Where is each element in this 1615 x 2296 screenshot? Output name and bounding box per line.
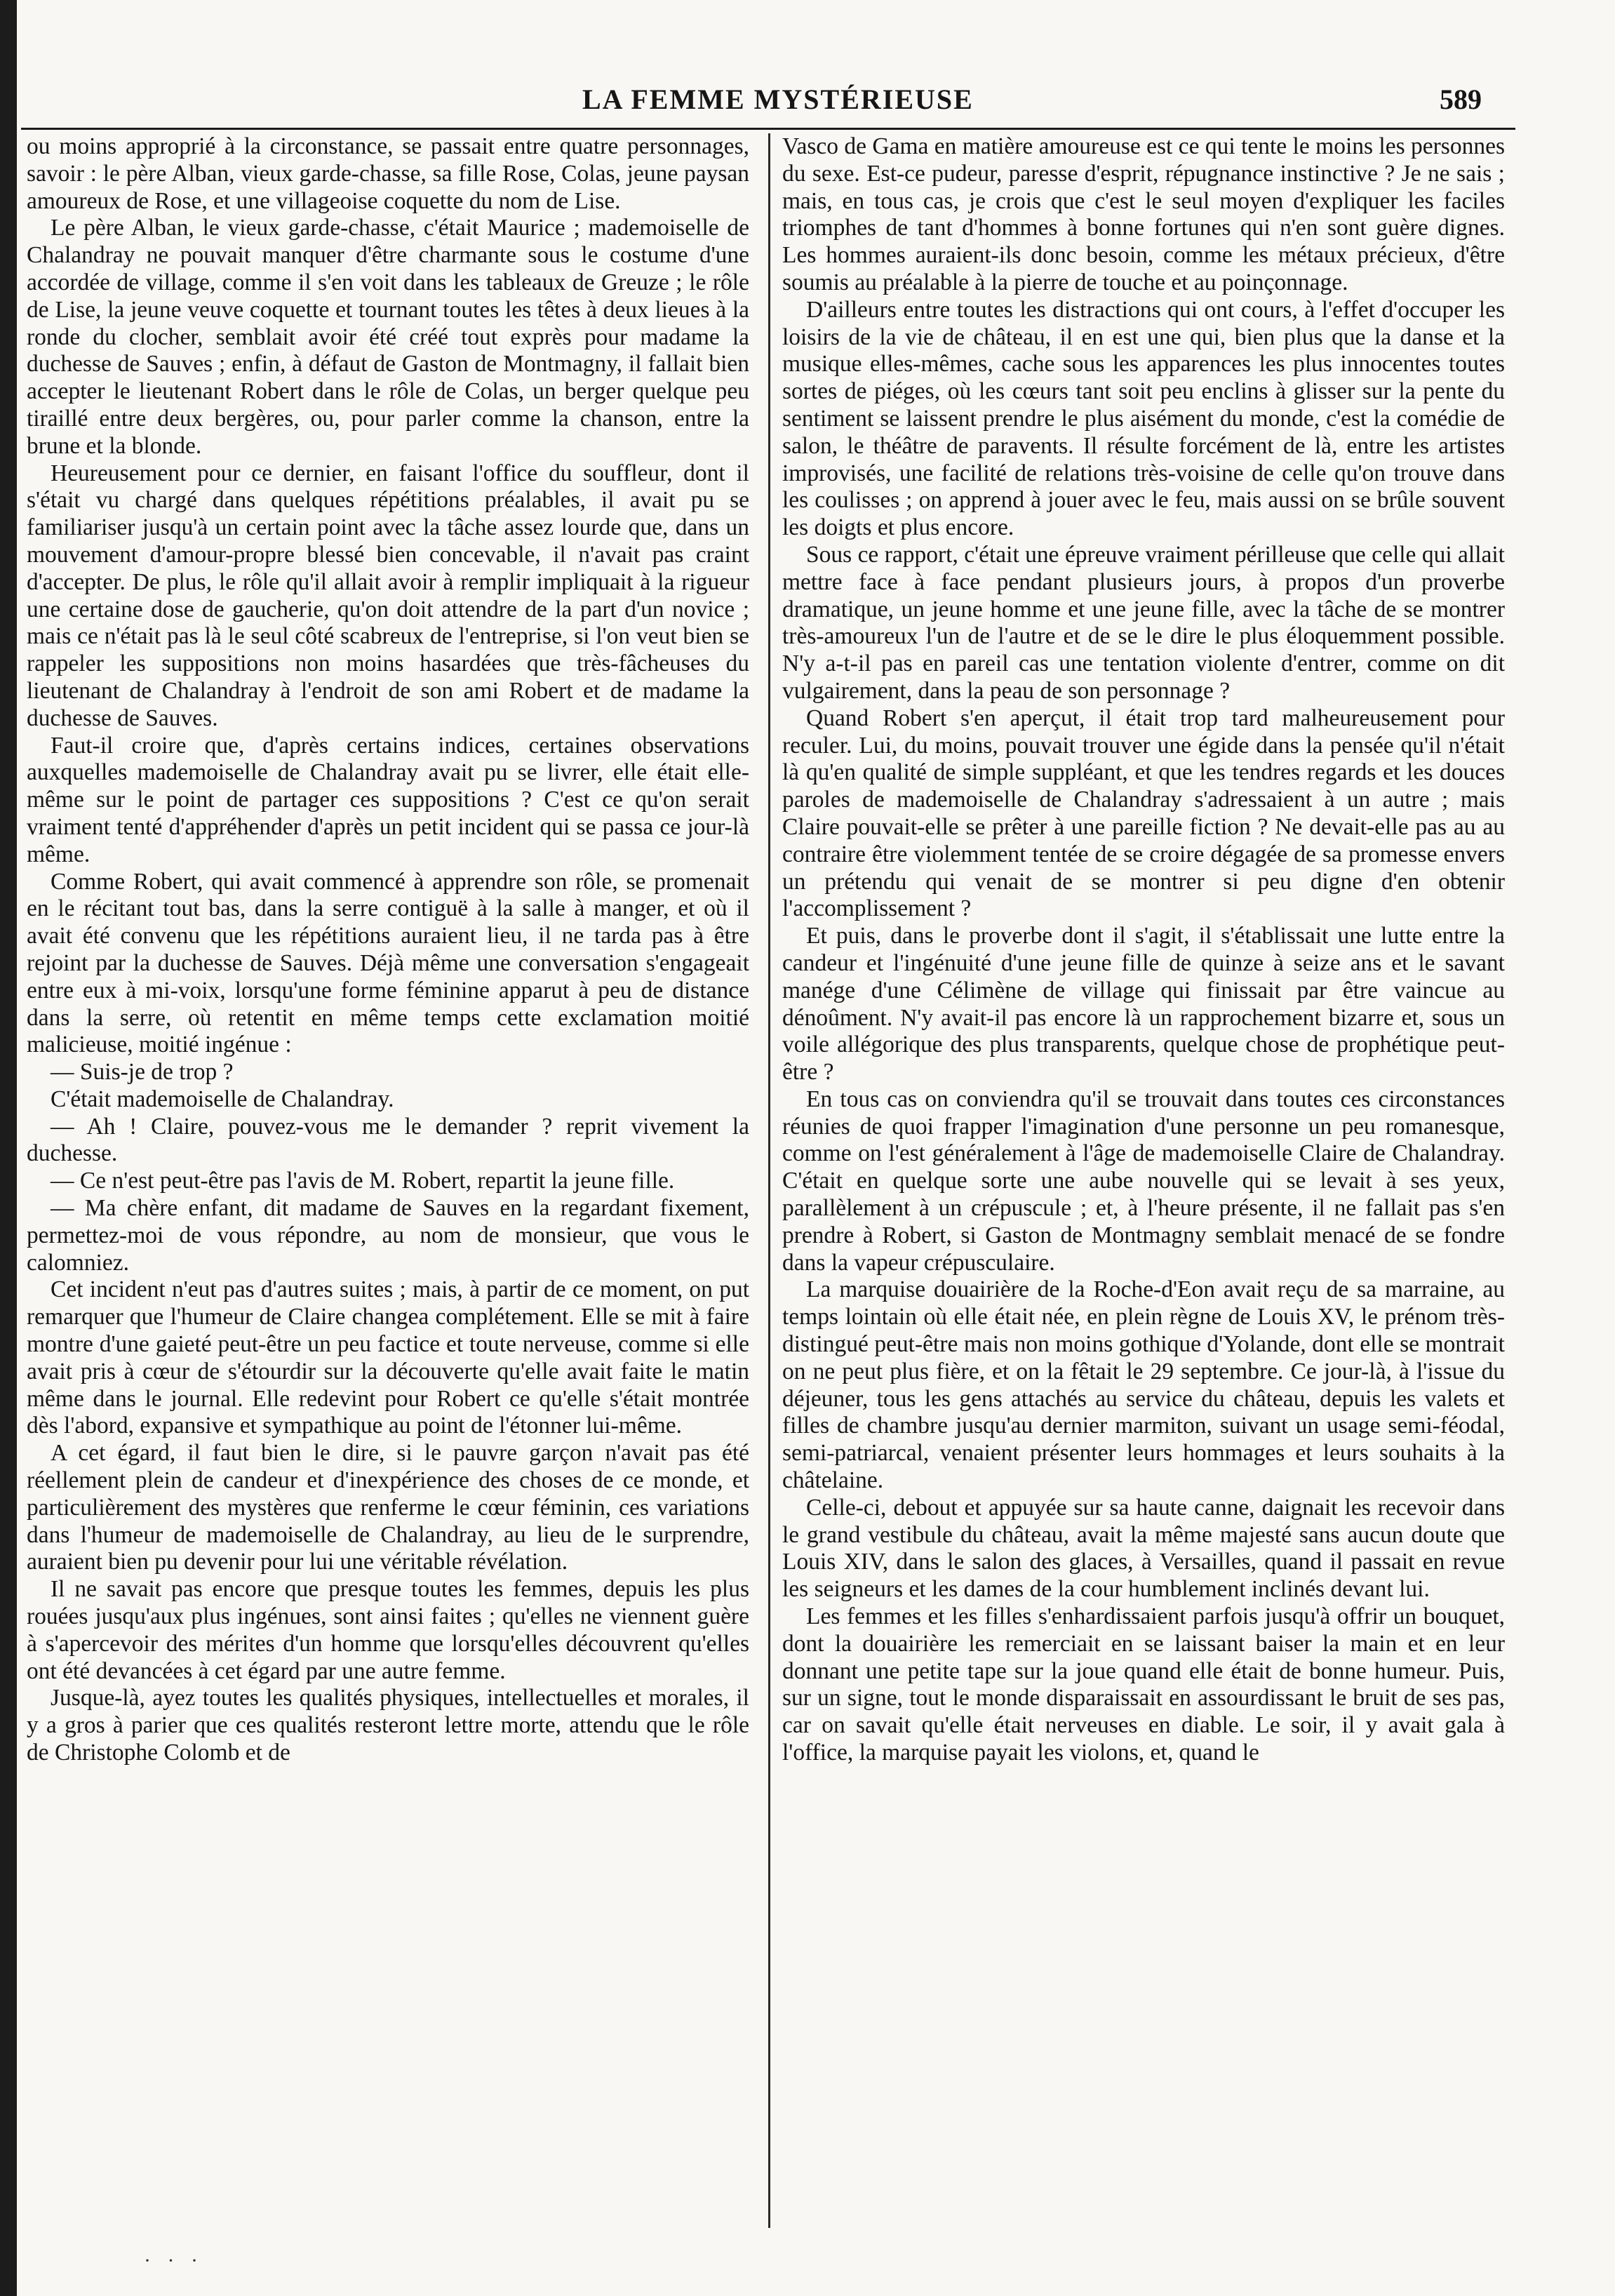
right-column bbox=[782, 133, 1505, 2231]
paragraph: C'était mademoiselle de Chalandray. bbox=[51, 1086, 394, 1112]
header-rule bbox=[21, 128, 1515, 130]
paragraph: A cet égard, il faut bien le dire, si le pauvre garçon n'avait pas été réellement plein de candeur et d'inexpérience des choses de ce monde, et particulièrement des mystères que renferme le cœur féminin, ces variations dans l'humeur de mademoiselle de Chalandray, au lieu de le surprendre, auraient bien pu devenir pour lui une véritable révélation. bbox=[27, 1440, 749, 1575]
paragraph: D'ailleurs entre toutes les distractions qui ont cours, à l'effet d'occuper les loisirs de la vie de château, il en est une qui, bien plus que la danse et la musique elles-mêmes, cache sous les apparences les plus innocentes toutes sortes de piéges, où les cœurs tant soit peu enclins à glisser sur la pente du sentiment se laissent prendre le plus aisément du monde, c'est la comédie de salon, le théâtre de paravents. Il résulte forcément de là, entre les artistes improvisés, une facilité de relations très-voisine de celle qu'on trouve dans les coulisses ; on apprend à jouer avec le feu, mais aussi on se brûle souvent les doigts et plus encore. bbox=[782, 296, 1505, 541]
paragraph: Heureusement pour ce dernier, en faisant l'office du souffleur, dont il s'était vu chargé dans quelques répétitions préalables, il avait pu se familiariser jusqu'à un certain point avec la tâche assez lourde que, dans un mouvement d'amour-propre blessé bien concevable, il n'avait pas craint d'accepter. De plus, le rôle qu'il allait avoir à remplir impliquait à la rigueur une certaine dose de gaucherie, qu'on doit attendre de la part d'un novice ; mais ce n'était pas là le seul côté scabreux de l'entreprise, si l'on veut bien se rappeler les suppositions non moins hasardées que très-fâcheuses du lieutenant de Chalandray à l'endroit de son ami Robert et de madame la duchesse de Sauves. bbox=[27, 460, 749, 731]
paragraph: Quand Robert s'en aperçut, il était trop tard malheureusement pour reculer. Lui, du moins, pouvait trouver une égide dans la pensée qu'il n'était là qu'en qualité de simple suppléant, et que les tendres regards et les douces paroles de mademoiselle de Chalandray s'adressaient à un autre ; mais Claire pouvait-elle se prêter à une pareille fiction ? Ne devait-elle pas au au contraire être violemment tentée de se croire dégagée de sa promesse envers un prétendu qui venait de se montrer si peu digne d'en obtenir l'accomplissement ? bbox=[782, 705, 1505, 922]
paragraph: Il ne savait pas encore que presque toutes les femmes, depuis les plus rouées jusqu'aux plus ingénues, sont ainsi faites ; qu'elles ne viennent guère à s'apercevoir des mérites d'un homme que lorsqu'elles découvrent qu'elles ont été devancées à cet égard par une autre femme. bbox=[27, 1576, 749, 1684]
dialogue-line: — Ma chère enfant, dit madame de Sauves en la regardant fixement, permettez-moi de vous répondre, au nom de monsieur, que vous le calomniez. bbox=[27, 1195, 749, 1276]
paragraph: Et puis, dans le proverbe dont il s'agit, il s'établissait une lutte entre la candeur et l'ingénuité d'une jeune fille de quinze à seize ans et le savant manége d'une Célimène de village qui finissait par être vaincue au dénoûment. N'y avait-il pas encore là un rapprochement bizarre et, sous un voile allégorique des plus transparents, quelque chose de prophétique peut-être ? bbox=[782, 923, 1505, 1086]
paragraph: Le père Alban, le vieux garde-chasse, c'était Maurice ; mademoiselle de Chalandray ne pouvait manquer d'être charmante sous le costume d'une accordée de village, comme il s'en voit dans les tableaux de Greuze ; le rôle de Lise, la jeune veuve coquette et tournant toutes les têtes à deux lieues à la ronde du clocher, semblait avoir été créé tout exprès pour madame la duchesse de Sauves ; enfin, à défaut de Gaston de Montmagny, il fallait bien accepter le lieutenant Robert dans le rôle de Colas, un berger quelque peu tiraillé entre deux bergères, ou, pour parler comme la chanson, entre la brune et la blonde. bbox=[27, 215, 749, 459]
paragraph: Sous ce rapport, c'était une épreuve vraiment périlleuse que celle qui allait mettre face à face pendant plusieurs jours, à propos d'un proverbe dramatique, un jeune homme et une jeune fille, avec la tâche de se montrer très-amoureux l'un de l'autre et de se le dire le plus éloquemment possible. N'y a-t-il pas en pareil cas une tentation violente d'entrer, comme on dit vulgairement, dans la peau de son personnage ? bbox=[782, 541, 1505, 704]
dialogue-line: — Ah ! Claire, pouvez-vous me le demander ? reprit vivement la duchesse. bbox=[27, 1113, 749, 1167]
paragraph: Les femmes et les filles s'enhardissaient parfois jusqu'à offrir un bouquet, dont la douairière les remerciait en se laissant baiser la main et en leur donnant une petite tape sur la joue quand elle était de bonne humeur. Puis, sur un signe, tout le monde disparaissait en assourdissant le bruit de ses pas, car on savait qu'elle était nerveuses en diable. Le soir, il y avait gala à l'office, la marquise payait les violons, et, quand le bbox=[782, 1603, 1505, 1766]
paragraph: La marquise douairière de la Roche-d'Eon avait reçu de sa marraine, au temps lointain où elle était née, en plein règne de Louis XV, le prénom très-distingué peut-être mais non moins gothique d'Yolande, dont elle se montrait on ne peut plus fière, et on la fêtait le 29 septembre. Ce jour-là, à l'issue du déjeuner, tous les gens attachés au service du château, depuis les valets et filles de chambre jusqu'au dernier marmiton, suivant un usage semi-féodal, semi-patriarcal, venaient présenter leurs hommages et leurs souhaits à la châtelaine. bbox=[782, 1276, 1505, 1494]
paragraph: Vasco de Gama en matière amoureuse est ce qui tente le moins les personnes du sexe. Est-ce pudeur, paresse d'esprit, répugnance instinctive ? Je ne sais ; mais, en tous cas, je crois que c'est le seul moyen d'expliquer les faciles triomphes de tant d'hommes à bonne fortunes qui n'en sont guère dignes. Les hommes auraient-ils donc besoin, comme les métaux précieux, d'être soumis au préalable à la pierre de touche et au poinçonnage. bbox=[782, 133, 1505, 295]
page-header bbox=[0, 83, 1615, 125]
paragraph: Comme Robert, qui avait commencé à apprendre son rôle, se promenait en le récitant tout bas, dans la serre contiguë à la salle à manger, et où il avait été convenu que les répétitions auraient lieu, il ne tarda pas à être rejoint par la duchesse de Sauves. Déjà même une conversation s'engageait entre eux à mi-voix, lorsqu'une forme féminine apparut à peu de distance dans la serre, où retentit en même temps cette exclamation moitié malicieuse, moitié ingénue : bbox=[27, 868, 749, 1058]
paragraph: Celle-ci, debout et appuyée sur sa haute canne, daignait les recevoir dans le grand vestibule du château, avait la même majesté sans aucun doute que Louis XIV, dans le salon des glaces, à Versailles, quand il passait en revue les seigneurs et les dames de la cour humblement inclinés devant lui. bbox=[782, 1494, 1505, 1603]
paragraph: Jusque-là, ayez toutes les qualités physiques, intellectuelles et morales, il y a gros à parier que ces qualités resteront lettre morte, attendu que le rôle de Christophe Colomb et de bbox=[27, 1685, 749, 1766]
binding-edge bbox=[0, 0, 17, 2296]
dialogue-line: — Ce n'est peut-être pas l'avis de M. Robert, repartit la jeune fille. bbox=[51, 1168, 675, 1194]
paragraph: ou moins approprié à la circonstance, se passait entre quatre personnages, savoir : le père Alban, vieux garde-chasse, sa fille Rose, Colas, jeune paysan amoureux de Rose, et une villageoise coquette du nom de Lise. bbox=[27, 133, 749, 214]
print-specks: · · · bbox=[144, 2249, 203, 2272]
paragraph: En tous cas on conviendra qu'il se trouvait dans toutes ces circonstances réunies de quoi frapper l'imagination d'une personne un peu romanesque, comme on l'est généralement à l'âge de mademoiselle Claire de Chalandray. C'était en quelque sorte une aube nouvelle qui se levait à ses yeux, parallèlement à un crépuscule ; et, à l'heure présente, il ne fallait pas s'en prendre à Robert, si Gaston de Montmagny semblait menacé de se fondre dans la vapeur crépusculaire. bbox=[782, 1086, 1505, 1276]
paragraph: Cet incident n'eut pas d'autres suites ; mais, à partir de ce moment, on put remarquer que l'humeur de Claire changea complétement. Elle se mit à faire montre d'une gaieté peut-être un peu factice et toute nerveuse, comme si elle avait pris à cœur de s'étourdir sur la découverte qu'elle avait faite le matin même dans le journal. Elle redevint pour Robert ce qu'elle s'était montrée dès l'abord, expansive et sympathique au point de l'étonner lui-même. bbox=[27, 1276, 749, 1439]
page-number: 589 bbox=[1440, 84, 1482, 115]
dialogue-line: — Suis-je de trop ? bbox=[51, 1059, 234, 1086]
paragraph: Faut-il croire que, d'après certains indices, certaines observations auxquelles mademoiselle de Chalandray avait pu se livrer, elle était elle-même sur le point de partager ces suppositions ? C'est ce qu'on serait vraiment tenté d'appréhender d'après un petit incident qui se passa ce jour-là même. bbox=[27, 732, 749, 867]
column-rule bbox=[768, 133, 770, 2228]
running-title: LA FEMME MYSTÉRIEUSE bbox=[582, 84, 974, 115]
left-column bbox=[27, 133, 749, 2231]
